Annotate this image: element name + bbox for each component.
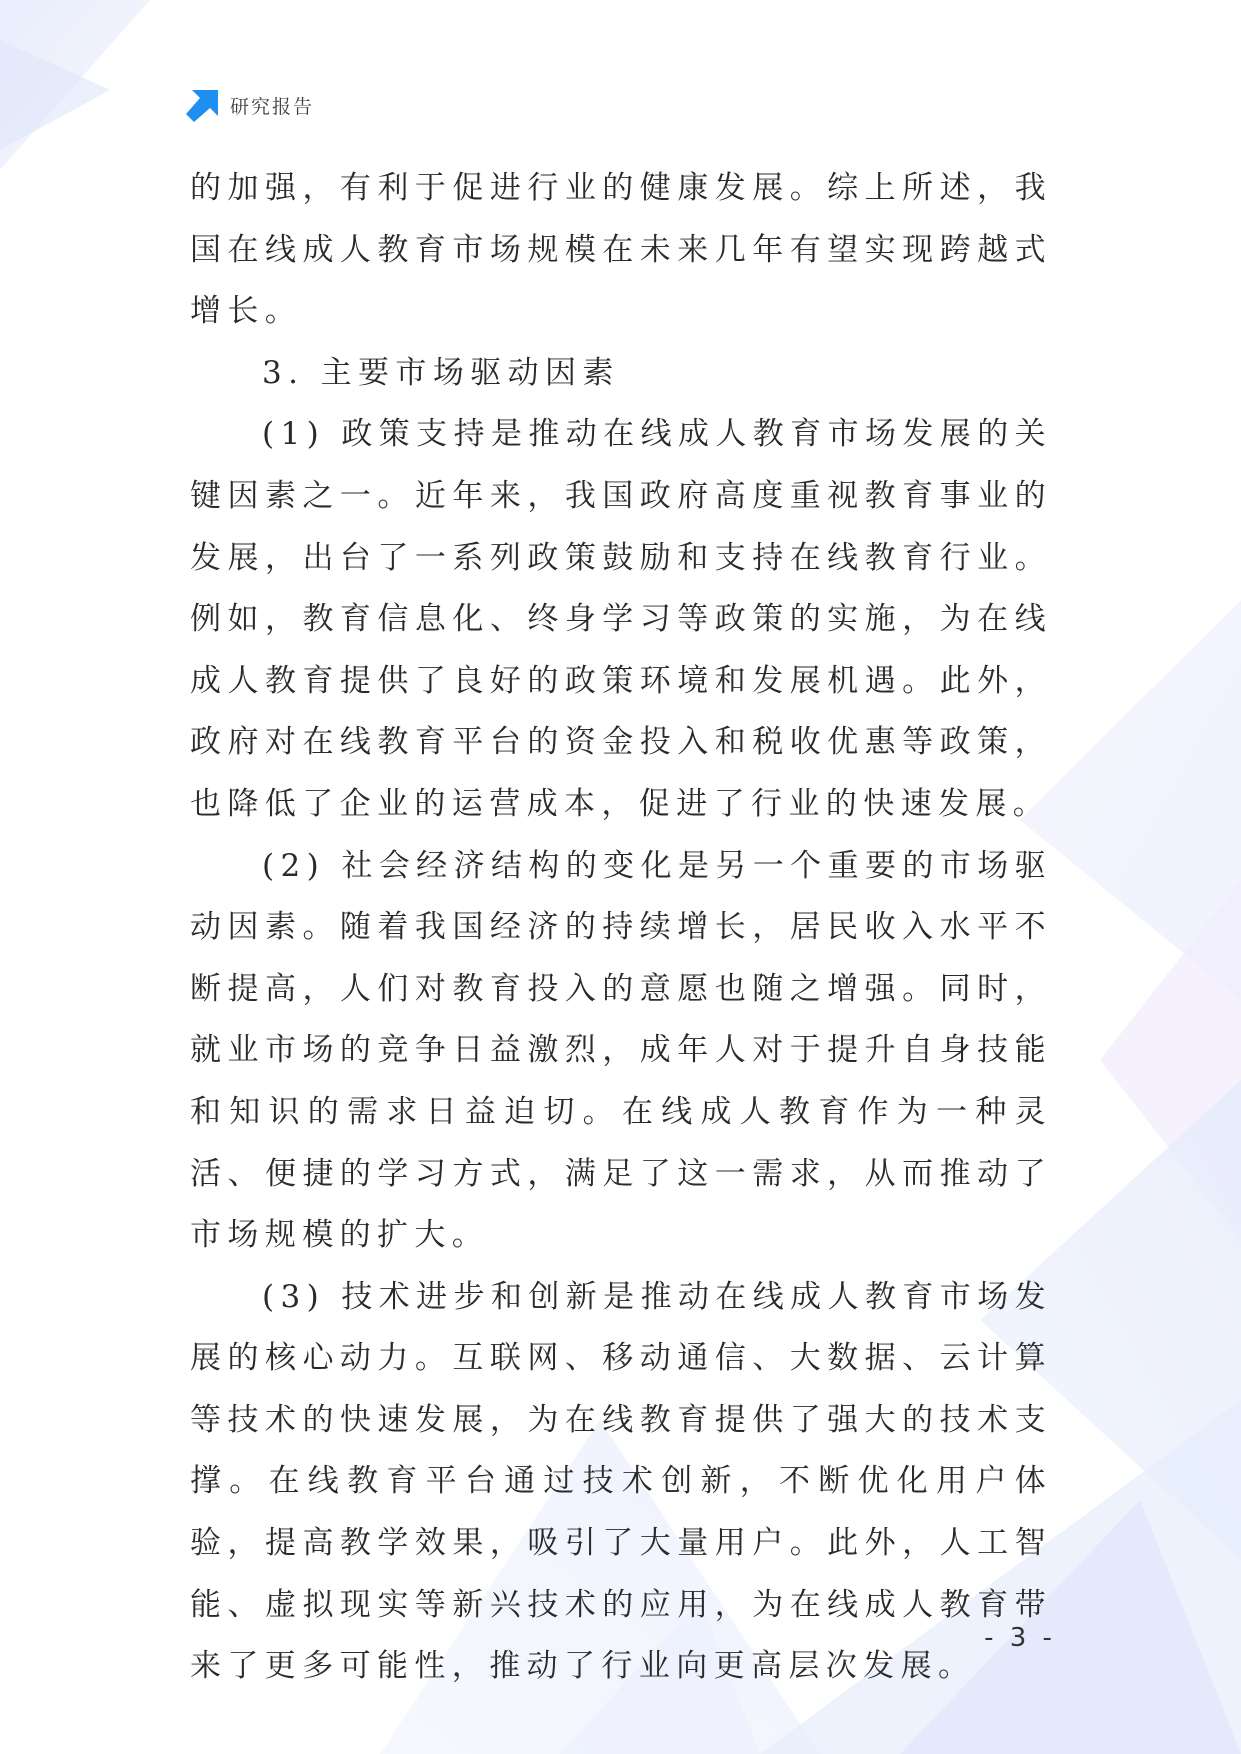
arrow-up-right-icon xyxy=(186,88,220,122)
header-title: 研究报告 xyxy=(230,95,315,118)
paragraph-policy-support: (1) 政策支持是推动在线成人教育市场发展的关键因素之一。近年来，我国政府高度重视教育事业的发展，出台了一系列政策鼓励和支持在线教育行业。例如，教育信息化、终身学习等政策的实施，为在线成人教育提供了良好的政策环境和发展机遇。此外，政府对在线教育平台的资金投入和税收优惠等政策，也降低了企业的运营成本，促进了行业的快速发展。 xyxy=(190,416,1052,822)
paragraph-socioeconomic: (2) 社会经济结构的变化是另一个重要的市场驱动因素。随着我国经济的持续增长，居民收入水平不断提高，人们对教育投入的意愿也随之增强。同时，就业市场的竞争日益激烈，成年人对于提升自身技能和知识的需求日益迫切。在线成人教育作为一种灵活、便捷的学习方式，满足了这一需求，从而推动了市场规模的扩大。 xyxy=(190,847,1052,1254)
document-body xyxy=(190,158,1052,1698)
paragraph-continuation: 的加强，有利于促进行业的健康发展。综上所述，我国在线成人教育市场规模在未来几年有望实现跨越式增长。 xyxy=(190,170,1052,330)
section-heading: 3. 主要市场驱动因素 xyxy=(262,354,620,391)
page-number: - 3 - xyxy=(984,1623,1056,1653)
paragraph-technology: (3) 技术进步和创新是推动在线成人教育市场发展的核心动力。互联网、移动通信、大数据、云计算等技术的快速发展，为在线教育提供了强大的技术支撑。在线教育平台通过技术创新，不断优化用户体验，提高教学效果，吸引了大量用户。此外，人工智能、虚拟现实等新兴技术的应用，为在线成人教育带来了更多可能性，推动了行业向更高层次发展。 xyxy=(190,1278,1052,1685)
report-header xyxy=(186,88,314,122)
